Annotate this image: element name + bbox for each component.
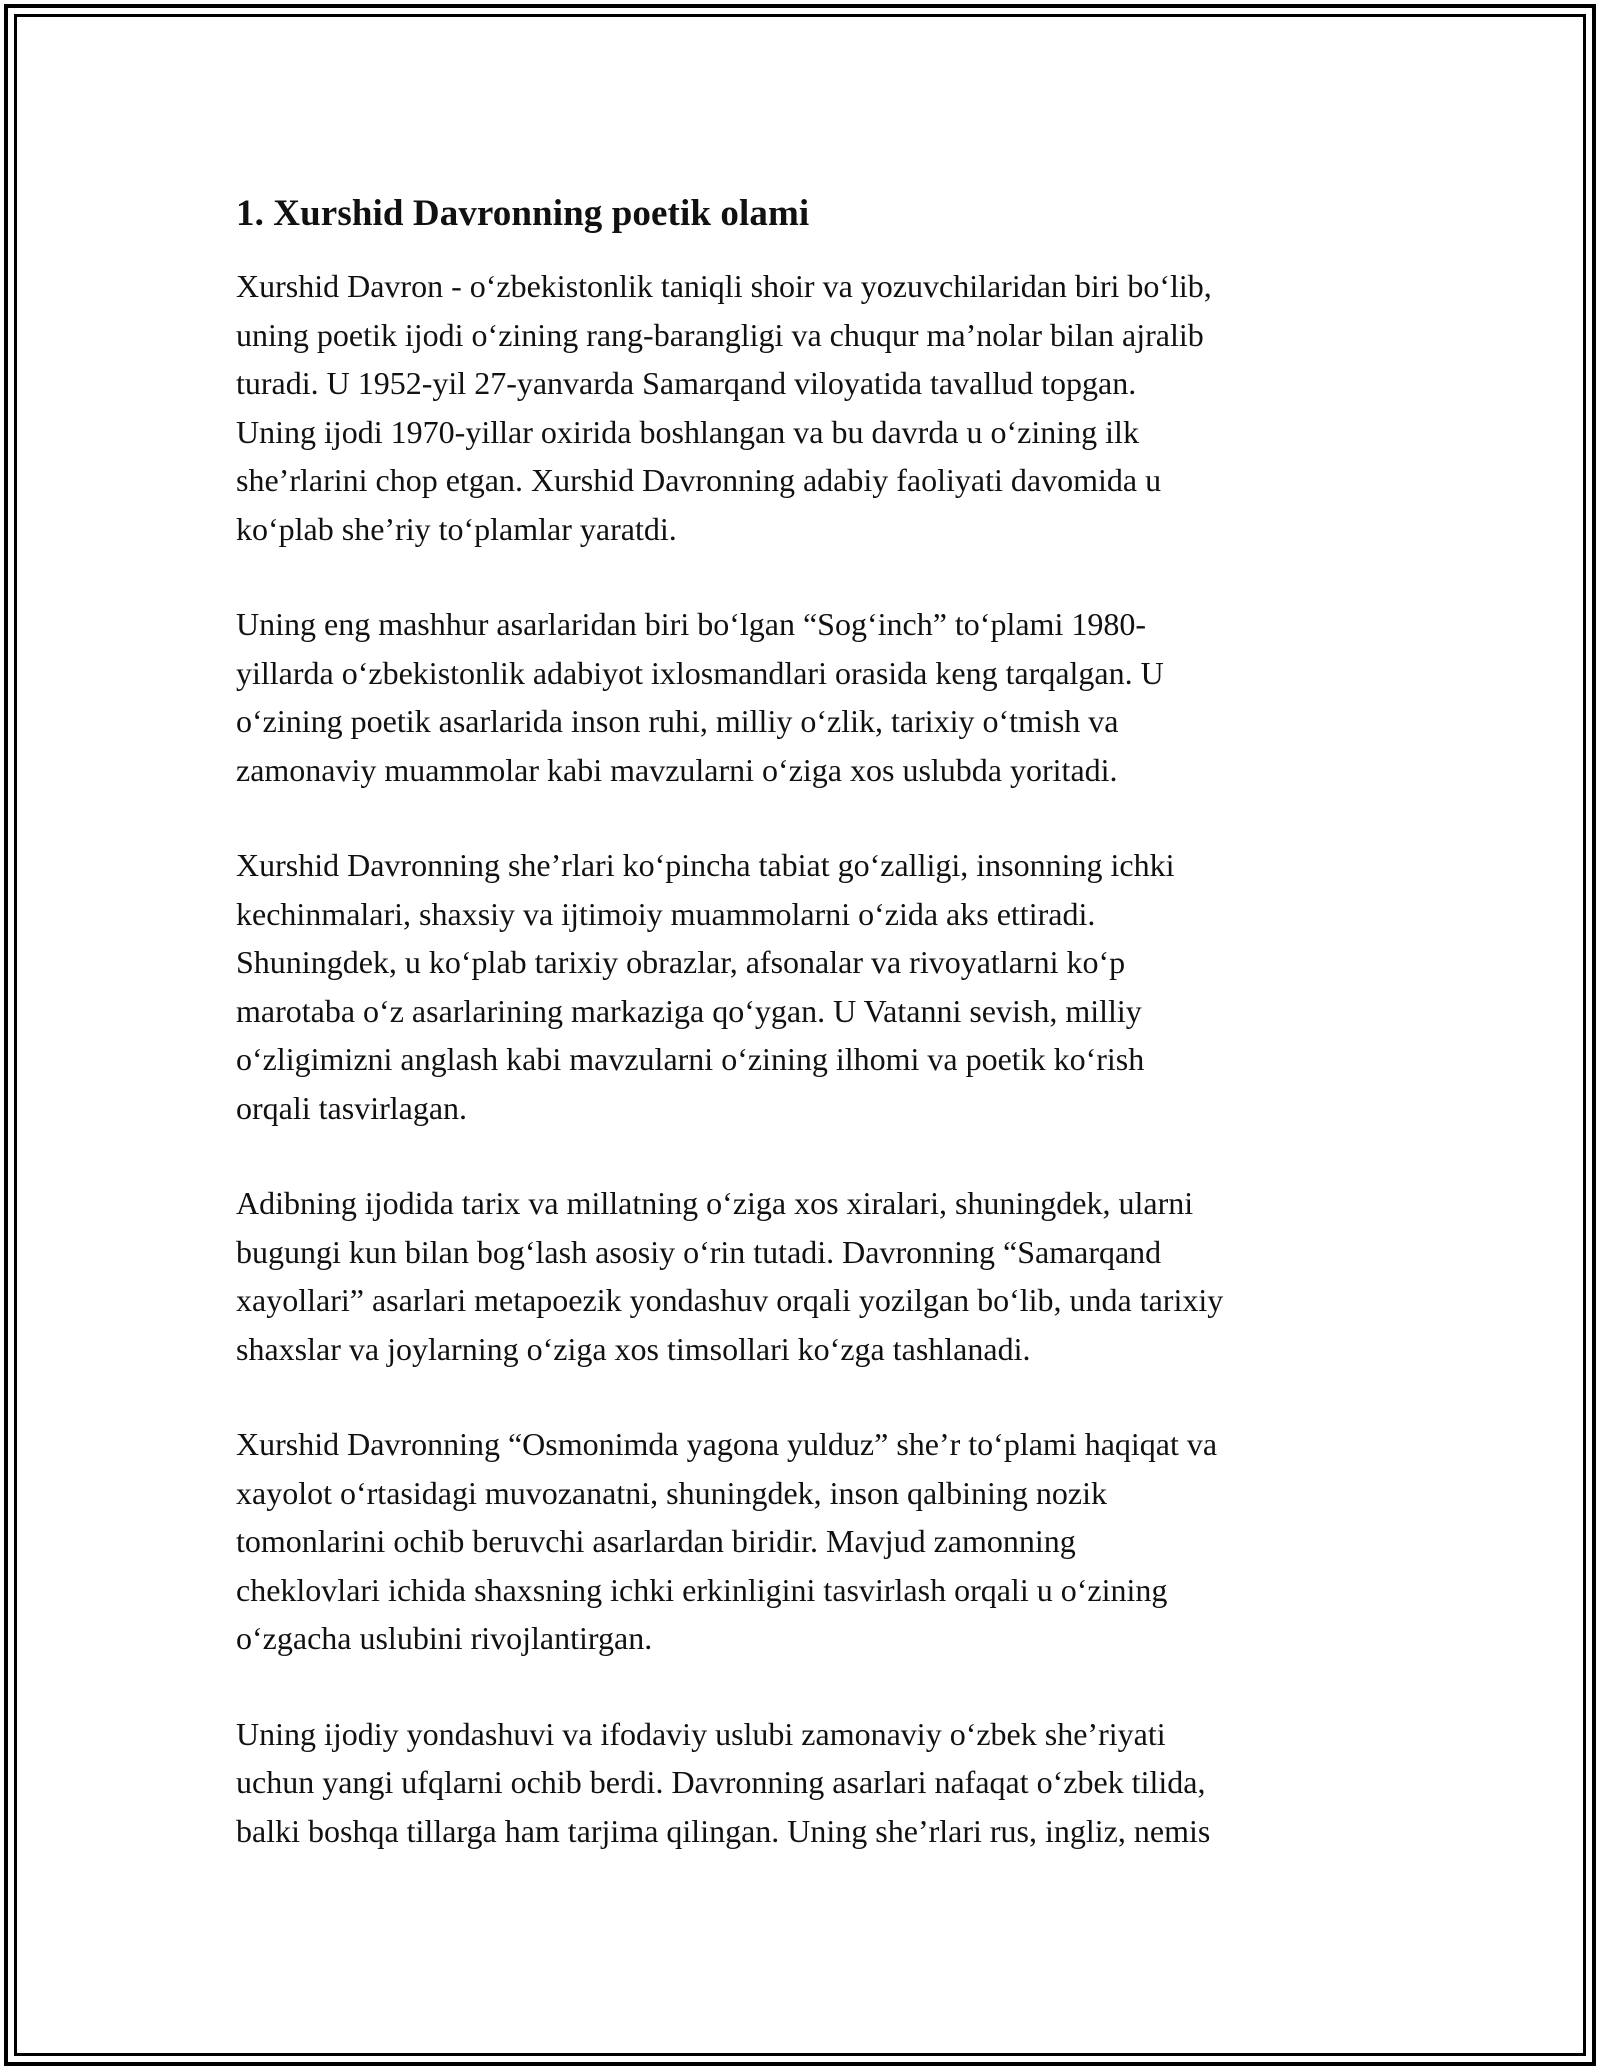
text-line: bugungi kun bilan bog‘lash asosiy o‘rin tutadi. Davronning “Samarqand: [236, 1233, 1162, 1270]
text-line: o‘zgacha uslubini rivojlantirgan.: [236, 1620, 653, 1656]
text-line: xayolot o‘rtasidagi muvozanatni, shuningdek, inson qalbining nozik: [236, 1474, 1107, 1511]
text-line: Adibning ijodida tarix va millatning o‘ziga xos xiralari, shuningdek, ularni: [236, 1185, 1194, 1221]
text-line: yillarda o‘zbekistonlik adabiyot ixlosmandlari orasida keng tarqalgan. U: [236, 654, 1164, 691]
text-line: Uning ijodi 1970-yillar oxirida boshlangan va bu davrda u o‘zining ilk: [236, 413, 1139, 450]
paragraph-1: [236, 262, 1376, 553]
text-line: shaxslar va joylarning o‘ziga xos timsollari ko‘zga tashlanadi.: [236, 1330, 1031, 1367]
text-line: marotaba o‘z asarlarining markaziga qo‘ygan. U Vatanni sevish, milliy: [236, 992, 1142, 1029]
text-line: xayollari” asarlari metapoezik yondashuv orqali yozilgan bo‘lib, unda tarixiy: [236, 1282, 1224, 1318]
text-line: cheklovlari ichida shaxsning ichki erkinligini tasvirlash orqali u o‘zining: [236, 1571, 1168, 1608]
text-line: Shuningdek, u ko‘plab tarixiy obrazlar, afsonalar va rivoyatlarni ko‘p: [236, 944, 1126, 980]
paragraph-2: [236, 600, 1376, 794]
text-line: uchun yangi ufqlarni ochib berdi. Davronning asarlari nafaqat o‘zbek tilida,: [236, 1764, 1206, 1800]
text-line: orqali tasvirlagan.: [236, 1089, 468, 1126]
paragraph-3: [236, 841, 1376, 1132]
document-body: [236, 188, 1376, 1902]
text-line: o‘zligimizni anglash kabi mavzularni o‘zining ilhomi va poetik ko‘rish: [236, 1041, 1145, 1077]
text-line: tomonlarini ochib beruvchi asarlardan biridir. Mavjud zamonning: [236, 1523, 1076, 1559]
text-line: Xurshid Davronning she’rlari ko‘pincha tabiat go‘zalligi, insonning ichki: [236, 847, 1175, 883]
text-line: o‘zining poetik asarlarida inson ruhi, milliy o‘zlik, tarixiy o‘tmish va: [236, 703, 1119, 739]
paragraph-5: [236, 1420, 1376, 1663]
section-heading: 1. Xurshid Davronning poetik olami: [236, 193, 810, 234]
text-line: uning poetik ijodi o‘zining rang-barangligi va chuqur ma’nolar bilan ajralib: [236, 316, 1204, 353]
text-line: Xurshid Davron - o‘zbekistonlik taniqli shoir va yozuvchilaridan biri bo‘lib,: [236, 268, 1212, 304]
text-line: Uning eng mashhur asarlaridan biri bo‘lgan “Sog‘inch” to‘plami 1980-: [236, 606, 1146, 642]
paragraph-6: [236, 1710, 1376, 1856]
text-line: ko‘plab she’riy to‘plamlar yaratdi.: [236, 510, 677, 547]
paragraph-4: [236, 1179, 1376, 1373]
text-line: zamonaviy muammolar kabi mavzularni o‘ziga xos uslubda yoritadi.: [236, 751, 1118, 788]
text-line: she’rlarini chop etgan. Xurshid Davronning adabiy faoliyati davomida u: [236, 462, 1162, 498]
text-line: turadi. U 1952-yil 27-yanvarda Samarqand viloyatida tavallud topgan.: [236, 365, 1137, 401]
text-line: Xurshid Davronning “Osmonimda yagona yulduz” she’r to‘plami haqiqat va: [236, 1426, 1218, 1462]
text-line: Uning ijodiy yondashuvi va ifodaviy uslubi zamonaviy o‘zbek she’riyati: [236, 1715, 1166, 1752]
text-line: kechinmalari, shaxsiy va ijtimoiy muammolarni o‘zida aks ettiradi.: [236, 895, 1096, 932]
text-line: balki boshqa tillarga ham tarjima qilingan. Uning she’rlari rus, ingliz, nemis: [236, 1812, 1211, 1849]
